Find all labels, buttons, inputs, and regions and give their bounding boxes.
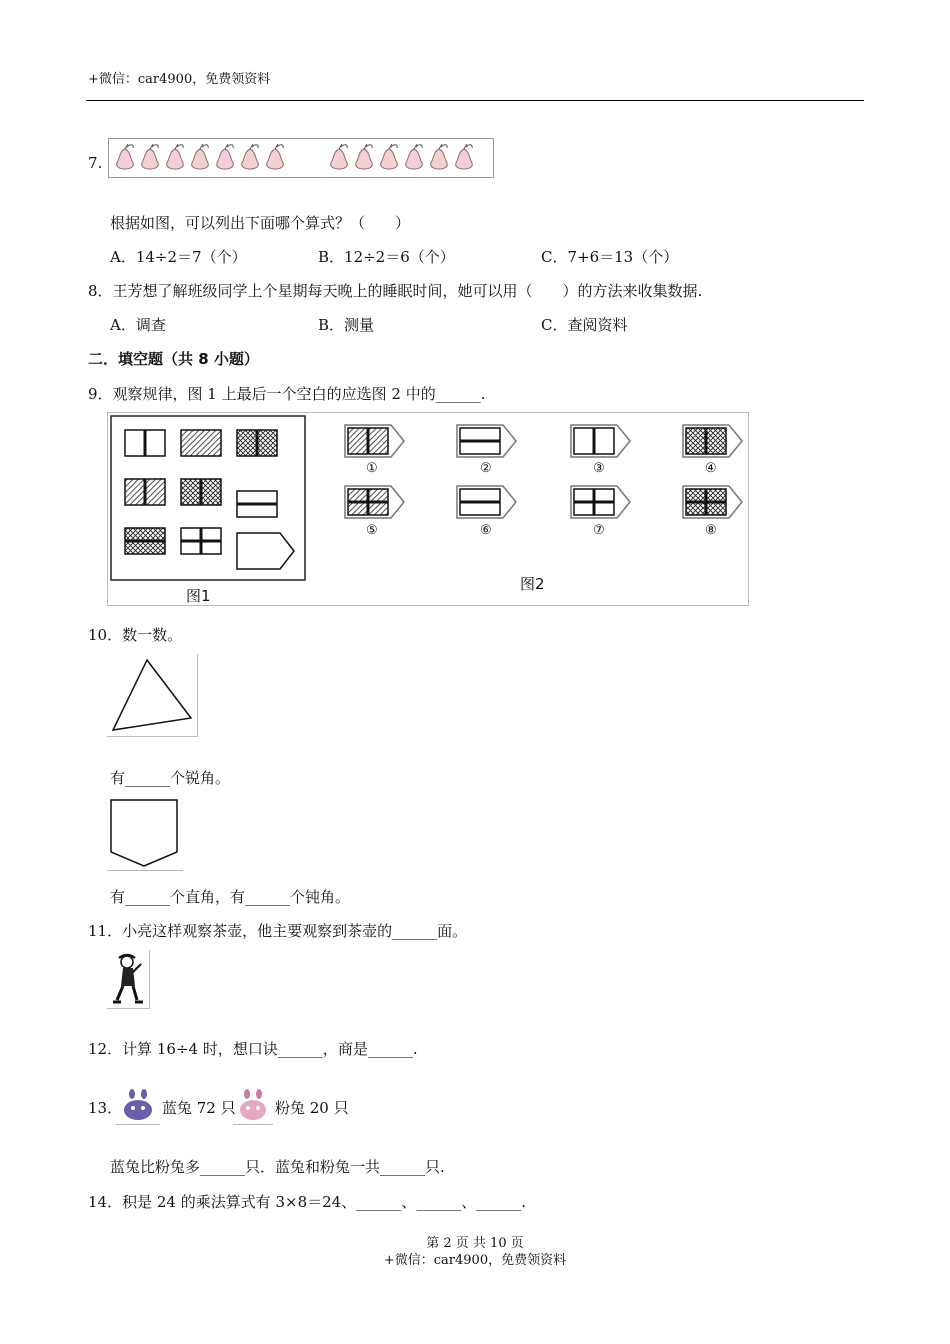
pear-icon — [142, 144, 159, 169]
footer-text: +微信：car4900，免费领资料 — [383, 1253, 567, 1268]
q8-option-b: B．测量 — [318, 316, 375, 334]
fig2-mark-7: ⑦ — [593, 523, 605, 538]
pear-icon — [267, 144, 284, 169]
pear-icon — [406, 144, 423, 169]
q13-number: 13． — [88, 1099, 123, 1117]
q7-option-a: A．14÷2＝7（个） — [110, 248, 247, 266]
boy-observing-figure — [107, 950, 150, 1009]
pear-icon — [217, 144, 234, 169]
q8-option-c: C．查阅资料 — [541, 316, 628, 334]
q10-question: 10．数一数。 — [88, 626, 183, 644]
fig1-cell — [237, 491, 277, 517]
pear-icon — [192, 144, 209, 169]
pear-icon — [167, 144, 184, 169]
q7-pears-figure — [108, 138, 494, 178]
header-rule — [86, 100, 864, 101]
q8-question: 8．王芳想了解班级同学上个星期每天晚上的睡眠时间，她可以用（ ）的方法来收集数据. — [88, 282, 703, 300]
header-text: +微信：car4900，免费领资料 — [88, 72, 271, 87]
pear-icon — [331, 144, 348, 169]
pear-icon — [242, 144, 259, 169]
pear-icon — [381, 144, 398, 169]
pear-icon — [356, 144, 373, 169]
q12-question: 12．计算 16÷4 时，想口诀______，商是______. — [88, 1040, 418, 1058]
fig2-mark-4: ④ — [705, 461, 717, 476]
fig2-option-cell — [571, 486, 630, 518]
fig1-cell — [181, 479, 221, 505]
q9-question: 9．观察规律，图 1 上最后一个空白的应选图 2 中的______. — [88, 385, 486, 403]
triangle-figure — [107, 654, 198, 737]
q8-option-a: A．调查 — [110, 316, 166, 334]
fig2-option-cell — [457, 486, 516, 518]
q13-line: 蓝兔比粉兔多______只．蓝兔和粉兔一共______只. — [110, 1158, 445, 1176]
q7-question: 根据如图，可以列出下面哪个算式？（ ） — [110, 214, 411, 232]
pear-icon — [117, 144, 134, 169]
pink-rabbit-icon — [233, 1086, 273, 1125]
q13-blue-text: 蓝兔 72 只 — [162, 1099, 236, 1117]
fig2-mark-1: ① — [366, 461, 378, 476]
q7-number: 7. — [88, 154, 103, 172]
pear-icon — [456, 144, 473, 169]
fig2-mark-3: ③ — [593, 461, 605, 476]
q9-pattern-figure — [108, 413, 748, 605]
q14-question: 14．积是 24 的乘法算式有 3×8＝24、______、______、______. — [88, 1193, 526, 1211]
fig2-label: 图2 — [520, 575, 545, 593]
page-number: 第 2 页 共 10 页 — [426, 1236, 524, 1251]
q11-question: 11．小亮这样观察茶壶，他主要观察到茶壶的______面。 — [88, 922, 468, 940]
fig2-mark-2: ② — [480, 461, 492, 476]
fig1-cell — [181, 430, 221, 456]
fig1-cell — [125, 430, 165, 456]
q13-pink-text: 粉兔 20 只 — [275, 1099, 349, 1117]
section-title: 二．填空题（共 8 小题） — [88, 350, 259, 368]
fig2-mark-8: ⑧ — [705, 523, 717, 538]
fig1-cell — [237, 430, 277, 456]
fig2-option-cell — [683, 425, 742, 457]
fig1-cell — [125, 479, 165, 505]
q7-option-b: B．12÷2＝6（个） — [318, 248, 455, 266]
blue-rabbit-icon — [116, 1086, 160, 1125]
fig2-mark-5: ⑤ — [366, 523, 378, 538]
fig2-option-cell — [571, 425, 630, 457]
pears-image — [109, 139, 493, 177]
pear-icon — [431, 144, 448, 169]
q7-option-c: C．7+6＝13（个） — [541, 248, 679, 266]
fig2-option-cell — [345, 486, 404, 518]
pentagon-figure — [107, 796, 183, 871]
fig1-label: 图1 — [186, 587, 211, 605]
fig2-option-cell — [457, 425, 516, 457]
q10-line1: 有______个锐角。 — [110, 769, 231, 787]
fig1-blank-cell — [237, 533, 294, 569]
q9-figure — [107, 412, 749, 606]
fig1-cell — [125, 528, 165, 554]
q10-line2: 有______个直角，有______个钝角。 — [110, 888, 351, 906]
fig2-option-cell — [683, 486, 742, 518]
fig2-mark-6: ⑥ — [480, 523, 492, 538]
fig1-cell — [181, 528, 221, 554]
fig2-option-cell — [345, 425, 404, 457]
